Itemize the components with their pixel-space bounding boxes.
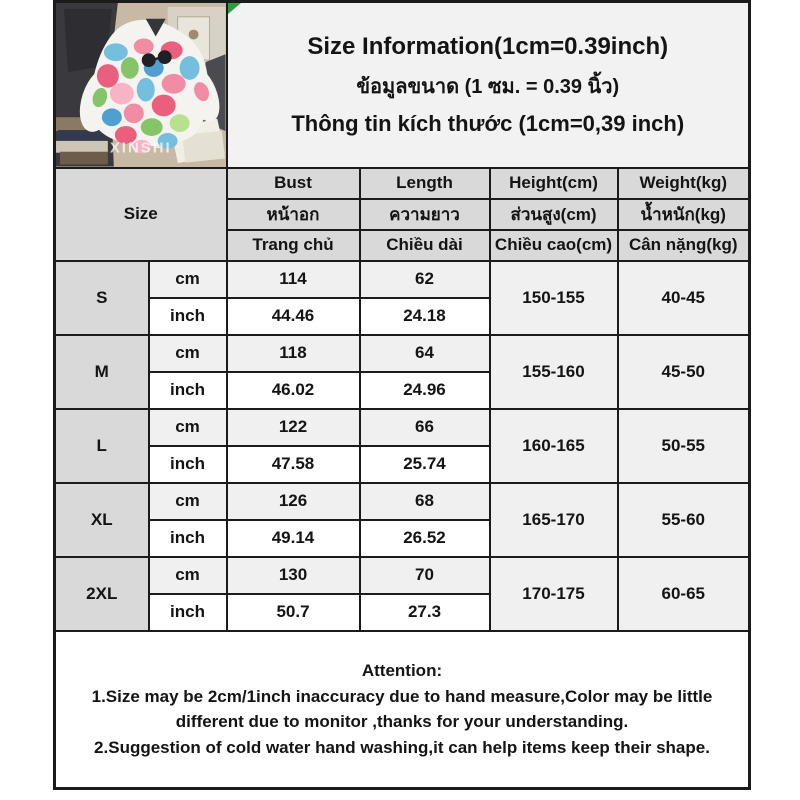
length-inch-value: 26.52: [360, 520, 490, 557]
length-inch-value: 24.96: [360, 372, 490, 409]
attention-line-1: 1.Size may be 2cm/1inch inaccuracy due to hand measure,Color may be little different due to monitor ,thanks for your understanding.: [91, 686, 713, 732]
size-chart-sheet: [53, 0, 748, 790]
unit-label: inch: [149, 594, 227, 631]
header-bust-en: Bust: [227, 168, 360, 199]
length-cm-value: 62: [360, 261, 490, 298]
size-table: [53, 0, 751, 790]
height-range: 155-160: [490, 335, 618, 409]
weight-range: 45-50: [618, 335, 750, 409]
header-weight-th: น้ำหนัก(kg): [618, 199, 750, 230]
unit-label: cm: [149, 261, 227, 298]
table-row: [55, 483, 750, 520]
table-row: [55, 261, 750, 298]
bust-cm-value: 130: [227, 557, 360, 594]
length-cm-value: 70: [360, 557, 490, 594]
header-length-en: Length: [360, 168, 490, 199]
bust-inch-value: 46.02: [227, 372, 360, 409]
unit-label: inch: [149, 520, 227, 557]
title-vietnamese: Thông tin kích thước (1cm=0,39 inch): [291, 110, 685, 136]
height-range: 160-165: [490, 409, 618, 483]
height-range: 150-155: [490, 261, 618, 335]
size-label-s: S: [55, 261, 149, 335]
header-bust-th: หน้าอก: [227, 199, 360, 230]
bust-cm-value: 114: [227, 261, 360, 298]
floral-shirt-photo-illustration: [56, 3, 226, 167]
unit-label: cm: [149, 335, 227, 372]
length-cm-value: 66: [360, 409, 490, 446]
height-range: 170-175: [490, 557, 618, 631]
header-bust-vi: Trang chủ: [227, 230, 360, 261]
size-column-header: Size: [55, 168, 227, 261]
title-thai: ข้อมูลขนาด (1 ซม. = 0.39 นิ้ว): [356, 75, 620, 98]
weight-range: 40-45: [618, 261, 750, 335]
photo-watermark: XINSHI: [109, 140, 172, 157]
header-length-th: ความยาว: [360, 199, 490, 230]
size-label-xl: XL: [55, 483, 149, 557]
product-photo: [55, 2, 227, 168]
header-weight-vi: Cân nặng(kg): [618, 230, 750, 261]
size-label-2xl: 2XL: [55, 557, 149, 631]
table-row: [55, 557, 750, 594]
unit-label: cm: [149, 557, 227, 594]
size-label-l: L: [55, 409, 149, 483]
size-label-m: M: [55, 335, 149, 409]
title-block: [227, 2, 750, 168]
unit-label: cm: [149, 483, 227, 520]
unit-label: inch: [149, 446, 227, 483]
length-cm-value: 68: [360, 483, 490, 520]
green-corner-icon: [228, 3, 241, 14]
bust-inch-value: 49.14: [227, 520, 360, 557]
attention-line-2: 2.Suggestion of cold water hand washing,it can help items keep their shape.: [94, 737, 710, 757]
header-height-th: ส่วนสูง(cm): [490, 199, 618, 230]
bust-cm-value: 118: [227, 335, 360, 372]
unit-label: inch: [149, 372, 227, 409]
bust-inch-value: 44.46: [227, 298, 360, 335]
length-inch-value: 27.3: [360, 594, 490, 631]
weight-range: 60-65: [618, 557, 750, 631]
bust-inch-value: 47.58: [227, 446, 360, 483]
header-length-vi: Chiều dài: [360, 230, 490, 261]
weight-range: 55-60: [618, 483, 750, 557]
bust-inch-value: 50.7: [227, 594, 360, 631]
length-inch-value: 25.74: [360, 446, 490, 483]
height-range: 165-170: [490, 483, 618, 557]
attention-note: [55, 631, 750, 789]
unit-label: cm: [149, 409, 227, 446]
unit-label: inch: [149, 298, 227, 335]
length-cm-value: 64: [360, 335, 490, 372]
bust-cm-value: 122: [227, 409, 360, 446]
header-weight-en: Weight(kg): [618, 168, 750, 199]
weight-range: 50-55: [618, 409, 750, 483]
table-row: [55, 409, 750, 446]
header-height-vi: Chiều cao(cm): [490, 230, 618, 261]
attention-heading: Attention:: [361, 661, 443, 681]
title-english: Size Information(1cm=0.39inch): [307, 32, 669, 60]
table-row: [55, 335, 750, 372]
bust-cm-value: 126: [227, 483, 360, 520]
header-height-en: Height(cm): [490, 168, 618, 199]
length-inch-value: 24.18: [360, 298, 490, 335]
